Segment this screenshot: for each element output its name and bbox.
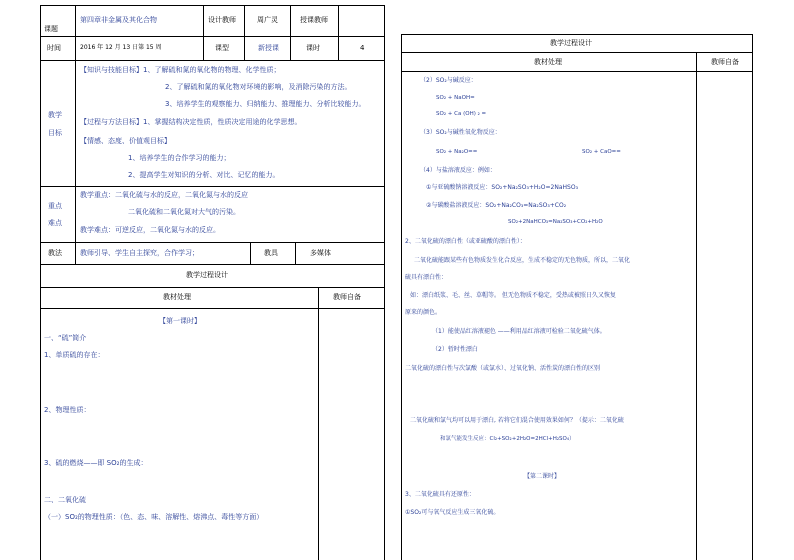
right-content-line: ①与亚硫酸钠溶液反应：SO₂+Na₂SO₃+H₂O=2NaHSO₃ (426, 184, 578, 191)
right-content-line: SO₂ + NaOH= (436, 95, 475, 101)
right-content-line: 如：漂白纸浆、毛、丝、草帽等。 但无色物质不稳定，受热或被照日久又恢复 (410, 292, 616, 299)
left-process-title: 教学过程设计 (186, 271, 228, 279)
lesson-two-heading: 【第二课时】 (524, 473, 561, 480)
keypoints-line: 二氧化硫和二氧化氮对大气的污染。 (128, 208, 240, 216)
keypoints-line: 教学重点：二氧化硫与水的反应，二氧化氮与水的反应 (80, 191, 248, 199)
right-content-line: 硫具有漂白性： (405, 274, 448, 281)
goals-line: 1、培养学生的合作学习的能力； (128, 154, 231, 162)
type-label: 课型 (215, 44, 229, 52)
lesson-one-heading: 【第一课时】 (159, 317, 201, 325)
period-label: 课时 (306, 44, 320, 52)
subject-label: 课题 (44, 25, 58, 33)
left-content-line: 2、物理性质： (44, 406, 91, 414)
goals-line: 2、提高学生对知识的分析、对比、记忆的能力。 (128, 171, 280, 179)
right-content-line: 和氯气能发生反应：Cl₂+SO₂+2H₂O=2HCl+H₂SO₄） (440, 436, 575, 442)
right-process-title: 教学过程设计 (550, 39, 592, 47)
left-content-line: 3、硫的燃烧——即 SO₂的生成： (44, 459, 148, 467)
left-content-line: 二、二氧化硫 (44, 496, 86, 504)
period-value: 4 (360, 44, 365, 52)
aids-value: 多媒体 (310, 249, 331, 257)
right-content-line: （4）与盐溶液反应：例如： (420, 167, 496, 174)
aids-label: 教具 (264, 249, 278, 257)
right-content-line: 二氧化硫和氯气均可以用于漂白, 若将它们混合使用效果如何？（提示：二氧化硫 (410, 417, 624, 424)
goals-line: 【知识与技能目标】1、了解硫和氮的氧化物的物理、化学性质； (80, 66, 281, 74)
right-col-teacher: 教师自备 (711, 58, 739, 66)
right-content-line: 3、二氧化硫具有还原性： (405, 491, 475, 498)
goals-line: 3、培养学生的观察能力、归纳能力、推理能力、分析比较能力。 (165, 100, 366, 108)
keypoints-line: 教学难点：可逆反应，二氧化氮与水的反应。 (80, 226, 220, 234)
right-content-line: （2）SO₂与碱反应： (420, 77, 477, 84)
right-content-line: SO₂ + CaO== (582, 149, 621, 155)
designer-value: 周广灵 (257, 16, 278, 24)
right-content-line: ①SO₂可与氧气反应生成三氧化硫。 (405, 509, 500, 516)
method-label: 教法 (48, 249, 62, 257)
time-value: 2016 年 12 月 13 日第 15 周 (80, 44, 162, 51)
method-value: 教师引导、学生自主探究，合作学习； (80, 249, 199, 257)
designer-label: 设计教师 (208, 16, 236, 24)
type-value: 新授课 (258, 44, 279, 52)
goals-line: 2、了解硫和氮的氧化物对环境的影响，及消除污染的方法。 (165, 83, 352, 91)
right-content-line: （2）暂时性漂白 (432, 346, 478, 353)
left-col-material: 教材处理 (163, 293, 191, 301)
keypoints-label-2: 难点 (48, 219, 62, 227)
time-label: 时间 (47, 44, 61, 52)
left-content-line: （一）SO₂的物理性质：（色、态、味、溶解性、熔沸点、毒性等方面） (44, 513, 264, 521)
right-content-line: 原来的颜色。 (405, 309, 442, 316)
left-content-line: 一、“硫”简介 (44, 334, 87, 342)
goals-label-2: 目标 (48, 129, 62, 137)
goals-line: 【过程与方法目标】1、掌握结构决定性质，性质决定用途的化学思想。 (80, 118, 302, 126)
left-col-teacher: 教师自备 (333, 293, 361, 301)
left-content-line: 1、单质硫的存在： (44, 351, 105, 359)
subject-value: 第四章非金属及其化合物 (80, 16, 157, 24)
goals-line: 【情感、态度、价值观目标】 (80, 137, 171, 145)
right-content-line: SO₂ + Ca (OH) ₂ = (436, 111, 487, 117)
right-content-line: SO₂+2NaHCO₃=Na₂SO₃+CO₂+H₂O (508, 219, 603, 225)
goals-label-1: 教学 (48, 111, 62, 119)
right-col-material: 教材处理 (534, 58, 562, 66)
right-content-line: 二氧化硫能跟某些有色物质发生化合反应，生成不稳定的无色物质，所以，二氧化 (414, 257, 631, 264)
right-content-line: 二氧化硫的漂白性与次氯酸（或氯水）、过氧化钠、活性炭的漂白性的区别 (405, 365, 601, 372)
keypoints-label-1: 重点 (48, 202, 62, 210)
right-content-line: 2、二氧化硫的漂白性（或亚硫酸的漂白性）： (405, 238, 526, 245)
right-content-line: SO₂ + Na₂O== (436, 149, 478, 155)
right-content-line: （1）能使品红溶液褪色 ——利用品红溶液可检验二氧化硫气体。 (432, 328, 606, 335)
right-content-line: ②与碳酸盐溶液反应：SO₂+Na₂CO₃=Na₂SO₃+CO₂ (426, 202, 567, 209)
right-content-line: （3）SO₂与碱性氧化物反应： (420, 129, 501, 136)
lecturer-label: 授课教师 (300, 16, 328, 24)
